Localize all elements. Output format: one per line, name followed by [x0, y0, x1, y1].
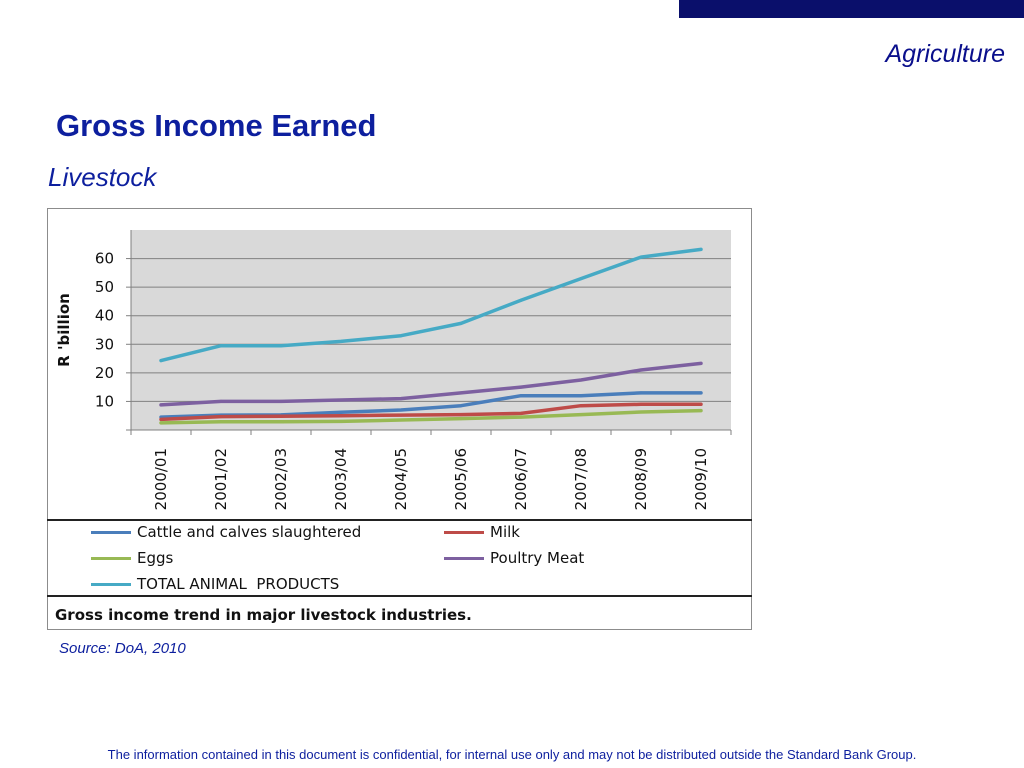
data-point [640, 369, 643, 372]
data-point [580, 277, 583, 280]
x-tick-label: 2004/05 [392, 448, 410, 511]
chart-caption: Gross income trend in major livestock industries. [55, 606, 472, 624]
confidentiality-footer: The information contained in this document is confidential, for internal use only and may not be distributed outside the Standard Bank Group. [107, 747, 917, 762]
data-point [700, 391, 703, 394]
x-tick-label: 2006/07 [512, 448, 530, 511]
data-point [400, 397, 403, 400]
data-point [280, 420, 283, 423]
data-point [580, 379, 583, 382]
data-point [520, 412, 523, 415]
data-point [340, 414, 343, 417]
data-point [460, 391, 463, 394]
data-point [520, 394, 523, 397]
chart-legend [47, 519, 752, 597]
x-tick-label: 2001/02 [212, 448, 230, 511]
data-point [160, 359, 163, 362]
data-point [580, 413, 583, 416]
y-tick-label: 10 [94, 392, 114, 411]
data-point [280, 344, 283, 347]
data-point [460, 417, 463, 420]
legend-item-poultry [444, 549, 584, 567]
data-point [220, 420, 223, 423]
section-label: Agriculture [885, 40, 1005, 68]
page-title: Gross Income Earned [56, 108, 377, 143]
data-point [640, 256, 643, 259]
data-point [400, 419, 403, 422]
source-note: Source: DoA, 2010 [59, 640, 186, 657]
data-point [400, 414, 403, 417]
legend-swatch-milk [444, 531, 484, 534]
legend-swatch-poultry [444, 557, 484, 560]
x-tick-label: 2005/06 [452, 448, 470, 511]
x-tick-label: 2003/04 [332, 448, 350, 511]
x-tick-label: 2000/01 [152, 448, 170, 511]
page-subtitle: Livestock [48, 162, 157, 192]
legend-label-total: TOTAL ANIMAL PRODUCTS [137, 575, 340, 593]
y-tick-label: 40 [94, 306, 114, 325]
data-point [460, 404, 463, 407]
x-tick-label: 2009/10 [692, 448, 710, 511]
data-point [220, 344, 223, 347]
top-accent-bar [679, 0, 1024, 18]
data-point [520, 299, 523, 302]
legend-item-total [91, 575, 339, 593]
legend-swatch-eggs [91, 557, 131, 560]
data-point [520, 386, 523, 389]
data-point [640, 391, 643, 394]
data-point [340, 411, 343, 414]
data-point [640, 411, 643, 414]
data-point [160, 403, 163, 406]
legend-item-cattle [91, 523, 361, 541]
data-point [220, 415, 223, 418]
data-point [700, 362, 703, 365]
data-point [400, 409, 403, 412]
legend-swatch-cattle [91, 531, 131, 534]
data-point [580, 404, 583, 407]
y-tick-label: 20 [94, 363, 114, 382]
x-tick-label: 2007/08 [572, 448, 590, 511]
y-axis-title: R 'billion [55, 293, 73, 367]
legend-label-eggs: Eggs [137, 549, 174, 567]
data-point [700, 409, 703, 412]
data-point [400, 334, 403, 337]
data-point [700, 403, 703, 406]
x-tick-label: 2002/03 [272, 448, 290, 511]
legend-item-eggs [91, 549, 173, 567]
legend-item-milk [444, 523, 520, 541]
y-tick-label: 30 [94, 335, 114, 354]
legend-swatch-total [91, 583, 131, 586]
data-point [280, 400, 283, 403]
data-point [340, 399, 343, 402]
data-point [520, 416, 523, 419]
data-point [640, 403, 643, 406]
data-point [580, 394, 583, 397]
data-point [220, 400, 223, 403]
legend-label-cattle: Cattle and calves slaughtered [137, 523, 362, 541]
data-point [340, 340, 343, 343]
data-point [460, 322, 463, 325]
y-tick-label: 50 [94, 278, 114, 297]
data-point [340, 420, 343, 423]
y-tick-label: 60 [94, 249, 114, 268]
data-point [160, 418, 163, 421]
legend-label-poultry: Poultry Meat [490, 549, 585, 567]
data-point [280, 415, 283, 418]
x-tick-label: 2008/09 [632, 448, 650, 511]
data-point [700, 248, 703, 251]
data-point [460, 413, 463, 416]
legend-label-milk: Milk [490, 523, 520, 541]
data-point [160, 421, 163, 424]
